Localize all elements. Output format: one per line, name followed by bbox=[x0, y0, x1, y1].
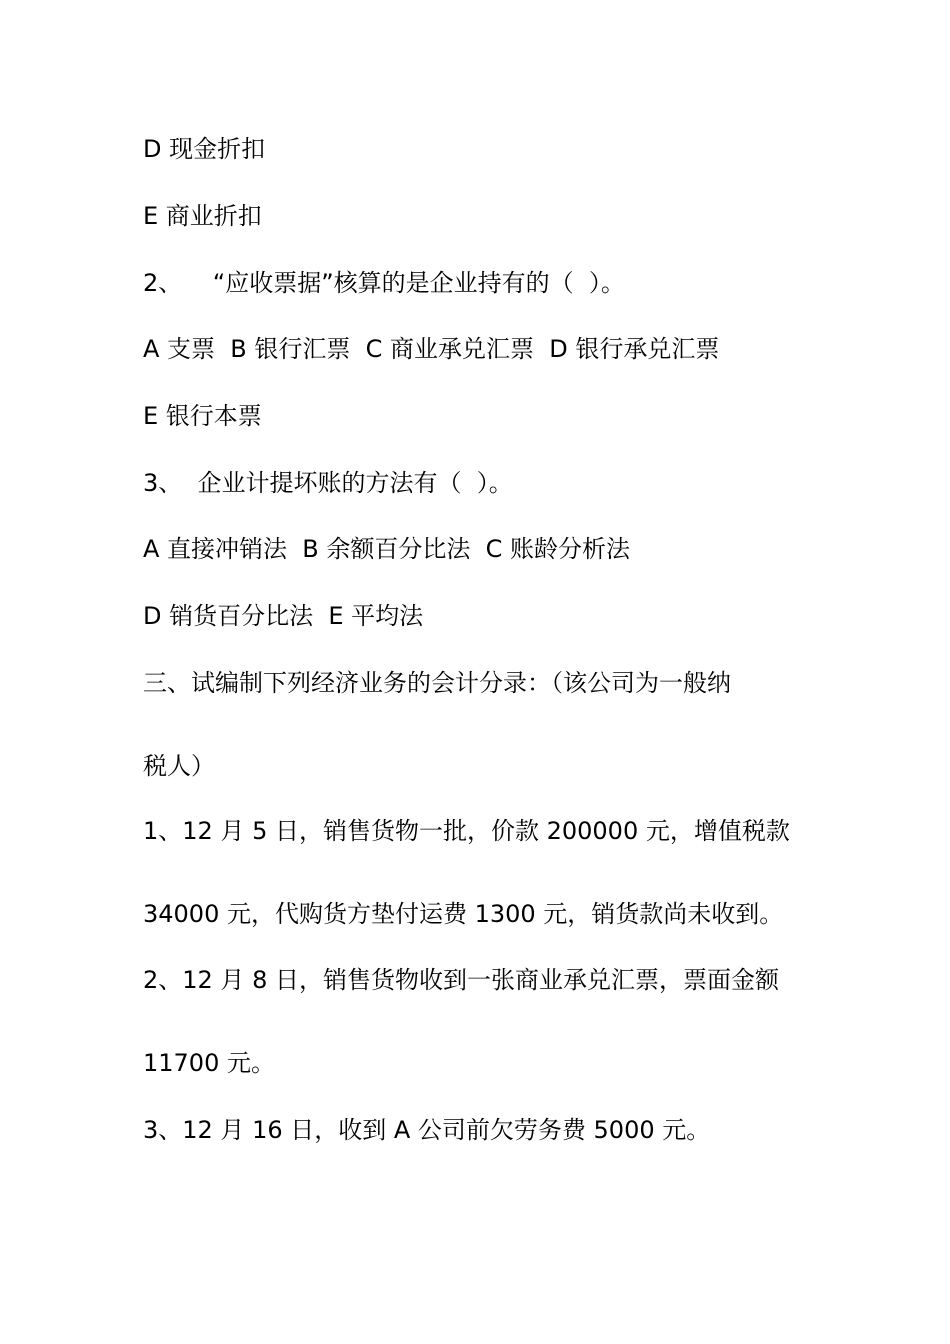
entry-2-text: 2、12 月 8 日，销售货物收到一张商业承兑汇票，票面金额 bbox=[143, 966, 779, 994]
question-3-options: A 直接冲销法 B 余额百分比法 C 账龄分析法 bbox=[143, 535, 631, 563]
entry-1-text-cont: 34000 元，代购货方垫付运费 1300 元，销货款尚未收到。 bbox=[143, 900, 784, 928]
option-d-cash-discount: D 现金折扣 bbox=[143, 135, 266, 163]
section-3-heading-cont: 税人） bbox=[143, 752, 215, 780]
question-2-text: 2、 “应收票据”核算的是企业持有的（ ）。 bbox=[143, 269, 625, 297]
entry-3-text: 3、12 月 16 日，收到 A 公司前欠劳务费 5000 元。 bbox=[143, 1116, 711, 1144]
question-2-option-e: E 银行本票 bbox=[143, 402, 262, 430]
entry-2-text-cont: 11700 元。 bbox=[143, 1049, 275, 1077]
section-3-heading: 三、试编制下列经济业务的会计分录：（该公司为一般纳 bbox=[143, 669, 731, 697]
option-e-trade-discount: E 商业折扣 bbox=[143, 202, 262, 230]
question-3-options-cont: D 销货百分比法 E 平均法 bbox=[143, 602, 424, 630]
entry-1-text: 1、12 月 5 日，销售货物一批，价款 200000 元，增值税款 bbox=[143, 817, 790, 845]
question-3-text: 3、 企业计提坏账的方法有（ ）。 bbox=[143, 469, 513, 497]
question-2-options: A 支票 B 银行汇票 C 商业承兑汇票 D 银行承兑汇票 bbox=[143, 335, 720, 363]
